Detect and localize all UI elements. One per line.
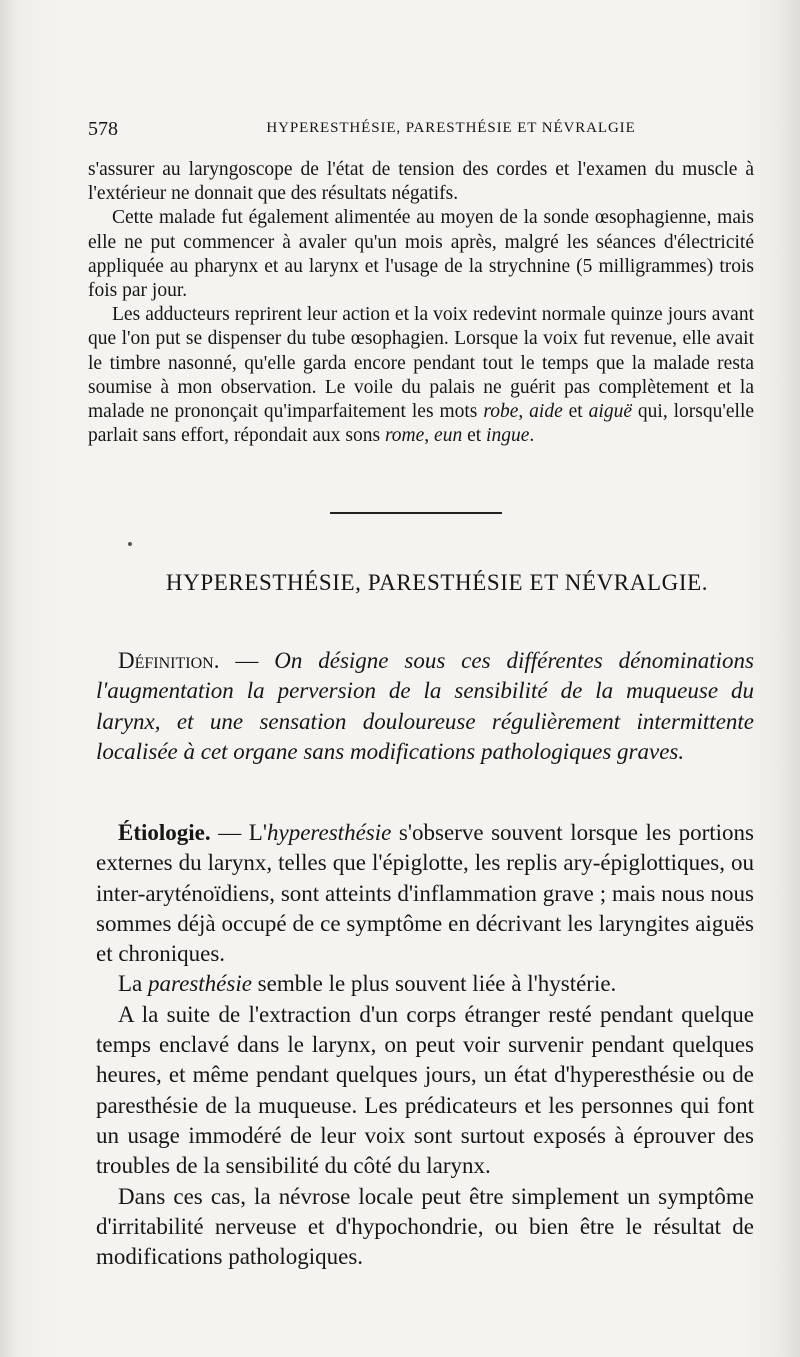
paragraph bbox=[88, 303, 754, 448]
paragraph: Cette malade fut également alimentée au moyen de la sonde œsophagienne, mais elle ne put commencer à avaler qu'un mois après, malgré les séances d'électricité appliquée au pharynx et au larynx et l'usage de la strychnine (5 milligrammes) trois fois par jour. bbox=[88, 207, 754, 302]
paragraph bbox=[96, 969, 754, 999]
paragraph: Dans ces cas, la névrose locale peut être simplement un symptôme d'irritabilité nerveuse et d'hypochondrie, ou bien être le résultat de modifications pathologiques. bbox=[96, 1183, 754, 1270]
etiology-block bbox=[96, 818, 754, 1272]
text-run: et bbox=[462, 425, 487, 447]
text-run: Les adducteurs reprirent leur action et la voix redevint normale quinze jours avant que l'on put se dispenser du tube œsophagien. Lorsque la voix fut revenue, elle avait le timbre nasonné, qu'elle garda encore pendant tout le temps que la malade resta soumise à mon observation. Le voile du palais ne guérit pas complètement et la malade ne prononçait qu'imparfaitement les mots bbox=[88, 304, 754, 423]
text-run: L' bbox=[248, 820, 267, 845]
term: paresthésie bbox=[148, 971, 252, 997]
italic-word: ingue bbox=[486, 425, 530, 447]
running-head: HYPERESTHÉSIE, PARESTHÉSIE ET NÉVRALGIE bbox=[266, 120, 636, 136]
page-number: 578 bbox=[88, 118, 118, 140]
italic-word: aiguë bbox=[588, 401, 632, 423]
page-header bbox=[88, 118, 754, 142]
italic-word: robe bbox=[483, 401, 519, 423]
section-divider bbox=[330, 512, 502, 514]
text-run: qui, lorsqu'elle parlait sans effort, répondait aux sons bbox=[88, 401, 755, 447]
italic-word: eun bbox=[434, 425, 463, 447]
dash: — bbox=[219, 648, 275, 673]
dash: — bbox=[210, 820, 249, 845]
text-run: , bbox=[424, 425, 435, 447]
text-run: . bbox=[529, 425, 535, 447]
text-run: La bbox=[118, 971, 149, 997]
text-run: , bbox=[518, 401, 530, 423]
definition-block bbox=[96, 646, 754, 767]
paragraph: s'assurer au laryngoscope de l'état de tension des cordes et l'examen du muscle à l'extérieur ne donnait que des résultats négatifs. bbox=[88, 159, 754, 205]
section-title: HYPERESTHÉSIE, PARESTHÉSIE ET NÉVRALGIE. bbox=[165, 570, 709, 595]
paragraph bbox=[96, 646, 754, 767]
print-speck bbox=[128, 542, 132, 546]
term: hyperesthésie bbox=[267, 820, 392, 845]
continuation-text bbox=[88, 158, 754, 448]
text-run: semble le plus souvent liée à l'hystérie. bbox=[251, 971, 617, 997]
italic-word: rome bbox=[384, 425, 425, 447]
paragraph bbox=[96, 818, 754, 969]
definition-text: On désigne sous ces différentes dénominations l'augmentation la perversion de la sensibilité de la muqueuse du larynx, et une sensation douloureuse régulièrement intermittente localisée à cet organe sans modifications pathologiques graves. bbox=[96, 648, 755, 764]
etiology-label: Étiologie. bbox=[118, 820, 211, 845]
text-run: et bbox=[562, 401, 589, 423]
paragraph: A la suite de l'extraction d'un corps étranger resté pendant quelque temps enclavé dans le larynx, on peut voir survenir pendant quelques heures, et même pendant quelques jours, un état d'hyperesthésie ou de paresthésie de la muqueuse. Les prédicateurs et les personnes qui font un usage immodéré de leur voix sont surtout exposés à éprouver des troubles de la sensibilité du côté du larynx. bbox=[96, 1001, 754, 1179]
italic-word: aide bbox=[529, 401, 563, 423]
definition-label: Définition. bbox=[118, 648, 220, 673]
text-run: s'observe souvent lorsque les portions externes du larynx, telles que l'épiglotte, les replis ary-épiglottiques, ou inter-aryténoïdiens, sont atteints d'inflammation grave ; mais nous nous sommes déjà occupé de ce symptôme en décrivant les laryngites aiguës et chroniques. bbox=[96, 820, 755, 967]
